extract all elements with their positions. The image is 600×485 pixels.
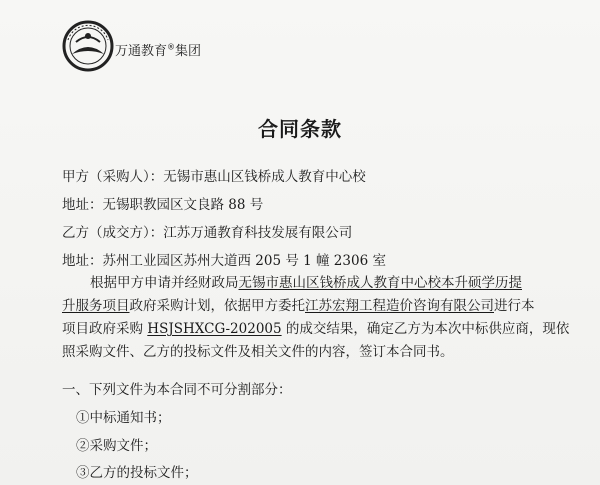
party-a-label: 甲方（采购人）：: [62, 169, 164, 185]
body-line-4: 照采购文件、乙方的投标文件及相关文件的内容，签订本合同书。: [62, 344, 454, 360]
list-item: ②采购文件；: [76, 438, 157, 454]
party-b-label: 乙方（成交方）：: [62, 225, 164, 241]
body-line-3: 项目政府采购 HSJSHXCG-202005 的成交结果，确定乙方为本次中标供应商，现依: [62, 321, 570, 337]
party-b-line: [62, 221, 352, 241]
party-a-value: 无锡市惠山区钱桥成人教育中心校: [163, 169, 366, 185]
procurement-code: HSJSHXCG-202005: [147, 321, 282, 337]
agency-name: 江苏宏翔工程造价咨询有限公司: [305, 298, 494, 314]
wantong-logo-icon: [62, 20, 114, 72]
party-b-address-label: 地址：: [62, 253, 103, 269]
body-line-2: 升服务项目政府采购计划，依据甲方委托江苏宏翔工程造价咨询有限公司进行本: [62, 298, 535, 314]
party-b-address-value: 苏州工业园区苏州大道西 205 号 1 幢 2306 室: [102, 253, 386, 269]
party-a-address-line: [62, 193, 263, 213]
party-b-address-line: [62, 249, 386, 269]
list-item: ③乙方的投标文件；: [76, 465, 198, 481]
party-a-address-value: 无锡职教园区文良路 88 号: [102, 197, 264, 213]
party-a-address-label: 地址：: [62, 197, 103, 213]
section-1-heading: 一、下列文件为本合同不可分割部分：: [62, 382, 292, 398]
body-paragraph: [62, 272, 582, 364]
party-b-value: 江苏万通教育科技发展有限公司: [163, 225, 353, 241]
project-name-link: 无锡市惠山区钱桥成人教育中心校本升硕学历提: [238, 275, 522, 291]
party-a-line: [62, 165, 366, 185]
list-item: ①中标通知书；: [76, 410, 171, 426]
brand-name: 万通教育®集团: [115, 42, 202, 59]
page-title: 合同条款: [258, 117, 342, 141]
body-line-1: 根据甲方申请并经财政局无锡市惠山区钱桥成人教育中心校本升硕学历提: [90, 275, 522, 291]
